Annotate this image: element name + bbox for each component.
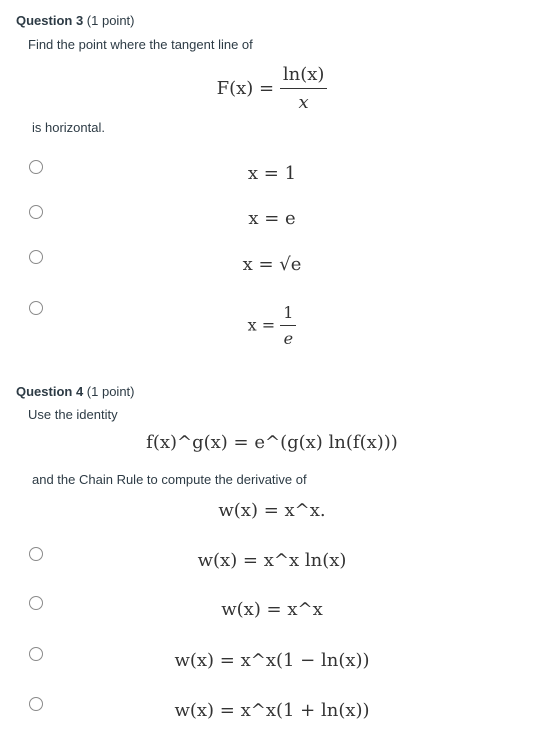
question-4-option-1[interactable]: w(x) = x^x ln(x) xyxy=(197,550,347,571)
question-3-prompt: Find the point where the tangent line of xyxy=(28,37,253,52)
question-4-header xyxy=(16,384,135,399)
function-numerator: ln(x) xyxy=(282,64,325,85)
question-3-prompt-end: is horizontal. xyxy=(32,120,105,135)
question-4-option-2[interactable]: w(x) = x^x xyxy=(221,599,323,620)
question-3-option-3[interactable]: x = √e xyxy=(242,254,302,275)
question-4-option-4[interactable]: w(x) = x^x(1 + ln(x)) xyxy=(174,700,370,721)
question-4-given: w(x) = x^x. xyxy=(218,500,326,521)
option-4-lhs: x = xyxy=(247,315,276,335)
question-3-function xyxy=(0,66,544,112)
option-4-numerator: 1 xyxy=(283,303,294,322)
question-3-points: (1 point) xyxy=(83,13,135,28)
option-4-fraction xyxy=(280,305,296,347)
question-4-prompt: Use the identity xyxy=(28,407,118,422)
function-fraction xyxy=(280,66,328,112)
question-3-option-4[interactable] xyxy=(0,305,544,347)
question-3-header xyxy=(16,13,135,28)
question-4-title: Question 4 xyxy=(16,384,84,399)
question-3-title: Question 3 xyxy=(16,13,84,28)
question-3-option-2[interactable]: x = e xyxy=(248,208,296,229)
question-4-identity: f(x)^g(x) = e^(g(x) ln(f(x))) xyxy=(146,432,398,453)
question-4-points: (1 point) xyxy=(83,384,135,399)
question-3-option-1[interactable]: x = 1 xyxy=(247,163,297,184)
question-4-option-3[interactable]: w(x) = x^x(1 − ln(x)) xyxy=(174,650,370,671)
option-4-denominator: e xyxy=(280,325,296,347)
function-denominator: x xyxy=(280,88,328,112)
function-lhs: F(x) = xyxy=(216,78,275,99)
question-4-prompt-2: and the Chain Rule to compute the derivative of xyxy=(32,472,307,487)
